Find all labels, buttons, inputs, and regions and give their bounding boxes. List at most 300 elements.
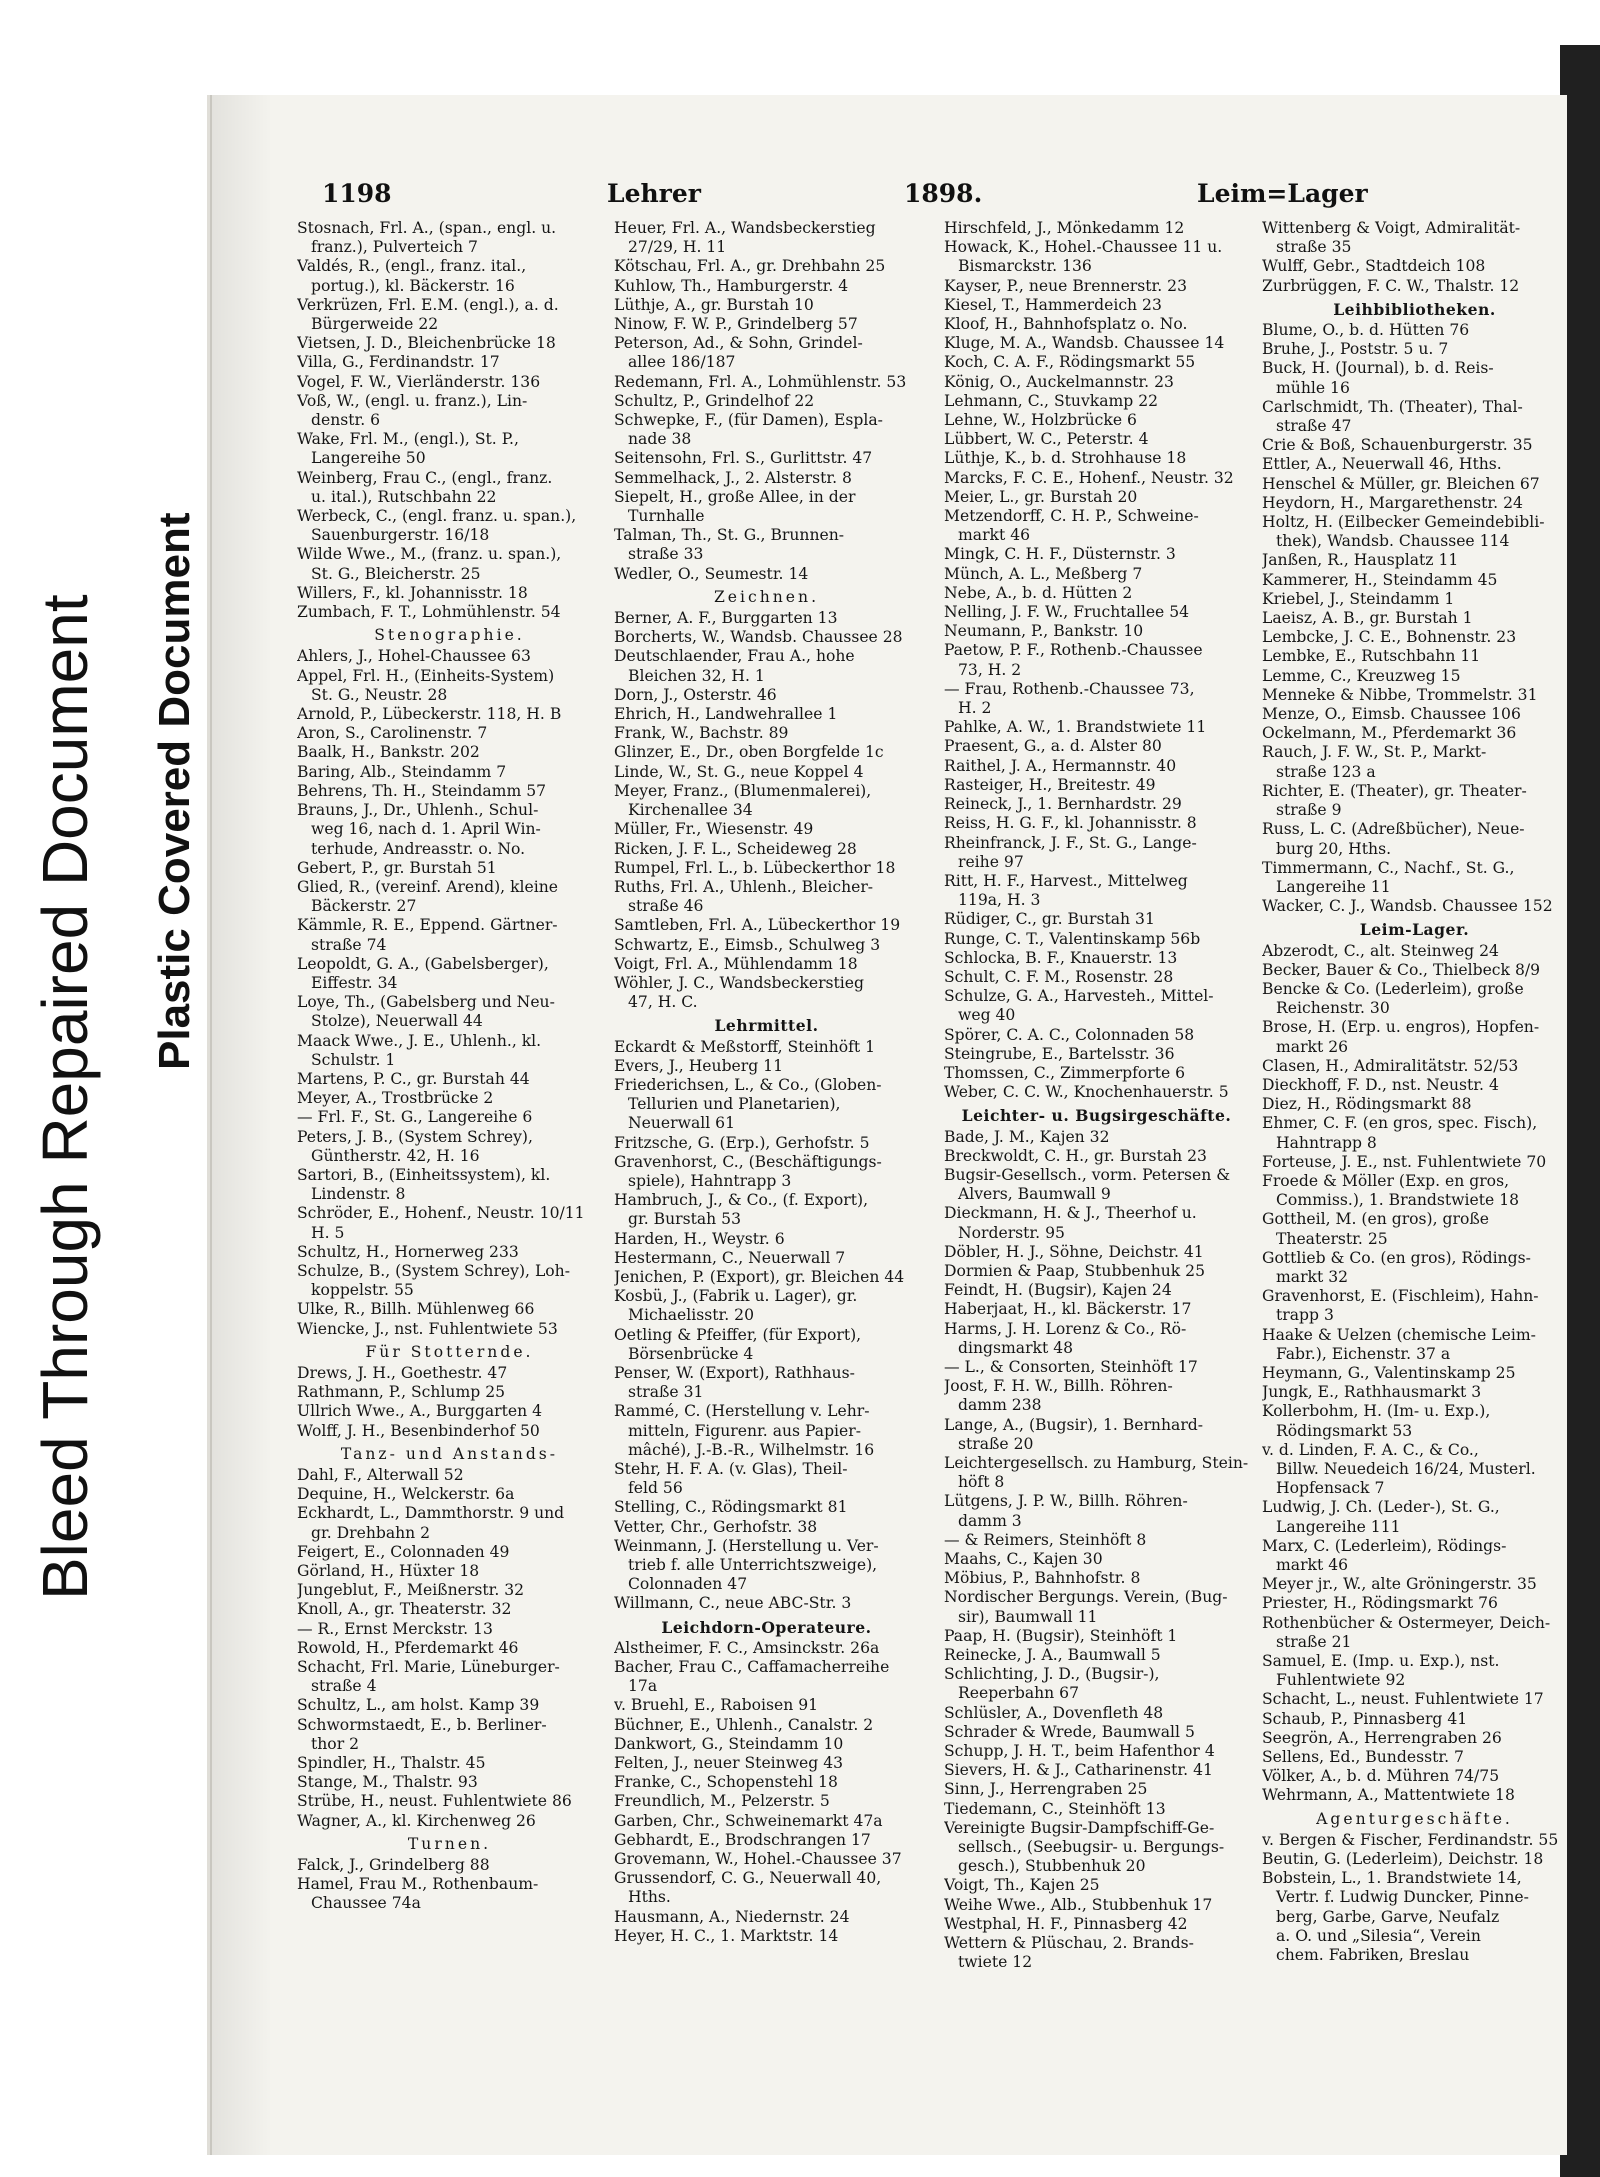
directory-entry: Paap, H. (Bugsir), Steinhöft 1 [944,1626,1178,1645]
directory-entry: Ninow, F. W. P., Grindelberg 57 [614,315,858,334]
directory-entry: Lange, A., (Bugsir), 1. Bernhard- [944,1415,1204,1434]
directory-entry: Feindt, H. (Bugsir), Kajen 24 [944,1281,1172,1300]
entry-continuation: gr. Drehbahn 2 [311,1523,431,1542]
entry-continuation: markt 46 [958,526,1031,545]
directory-entry: Wedler, O., Seumestr. 14 [614,564,809,583]
directory-entry: Voigt, Th., Kajen 25 [944,1876,1100,1895]
entry-continuation: straße 46 [628,897,704,916]
directory-entry: Ahlers, J., Hohel-Chaussee 63 [297,647,531,666]
directory-entry: Münch, A. L., Meßberg 7 [944,564,1143,583]
directory-entry: Garben, Chr., Schweinemarkt 47a [614,1811,883,1830]
entry-continuation: weg 16, nach d. 1. April Win- [311,820,541,839]
directory-entry: Grussendorf, C. G., Neuerwall 40, [614,1869,882,1888]
directory-entry: — Frau, Rothenb.-Chaussee 73, [944,679,1195,698]
entry-continuation: straße 20 [958,1434,1034,1453]
directory-entry: Spörer, C. A. C., Colonnaden 58 [944,1025,1195,1044]
directory-entry: Ricken, J. F. L., Scheideweg 28 [614,839,857,858]
directory-entry: Schwepke, F., (für Damen), Espla- [614,411,883,430]
directory-entry: Neumann, P., Bankstr. 10 [944,622,1144,641]
directory-entry: Kluge, M. A., Wandsb. Chaussee 14 [944,334,1225,353]
entry-continuation: Sauenburgerstr. 16/18 [311,526,490,545]
directory-entry: Lütgens, J. P. W., Billh. Röhren- [944,1492,1188,1511]
section-heading: Stenographie. [374,626,525,645]
directory-entry: Diez, H., Rödingsmarkt 88 [1262,1095,1472,1114]
entry-continuation: straße 9 [1276,801,1342,820]
directory-entry: Haake & Uelzen (chemische Leim- [1262,1325,1536,1344]
directory-entry: Deutschlaender, Frau A., hohe [614,647,855,666]
directory-entry: König, O., Auckelmannstr. 23 [944,372,1174,391]
directory-entry: Friederichsen, L., & Co., (Globen- [614,1075,882,1094]
directory-entry: Redemann, Frl. A., Lohmühlenstr. 53 [614,372,907,391]
directory-entry: Tiedemann, C., Steinhöft 13 [944,1799,1166,1818]
entry-continuation: Colonnaden 47 [628,1575,748,1594]
directory-entry: Leopoldt, G. A., (Gabelsberger), [297,954,549,973]
directory-entry: Eckhardt, L., Dammthorstr. 9 und [297,1504,565,1523]
directory-entry: Zumbach, F. T., Lohmühlenstr. 54 [297,603,561,622]
entry-continuation: berg, Garbe, Garve, Neufalz [1276,1907,1500,1926]
directory-entry: Sartori, B., (Einheitssystem), kl. [297,1165,551,1184]
directory-entry: Rasteiger, H., Breitestr. 49 [944,775,1156,794]
directory-entry: Borcherts, W., Wandsb. Chaussee 28 [614,628,903,647]
directory-entry: Hirschfeld, J., Mönkedamm 12 [944,219,1185,237]
directory-entry: Thomssen, C., Zimmerpforte 6 [944,1063,1186,1082]
entry-continuation: Turnhalle [628,507,705,526]
page-number: 1198 [322,179,392,208]
directory-entry: Seegrön, A., Herrengraben 26 [1262,1728,1502,1747]
directory-entry: Schrader & Wrede, Baumwall 5 [944,1722,1195,1741]
directory-entry: Gebert, P., gr. Burstah 51 [297,858,497,877]
entry-continuation: straße 74 [311,935,387,954]
directory-entry: Schulze, G. A., Harvesteh., Mittel- [944,987,1214,1006]
entry-continuation: Langereihe 50 [311,449,426,468]
entry-continuation: portug.), kl. Bäckerstr. 16 [311,276,515,295]
entry-continuation: Bismarckstr. 136 [958,257,1092,276]
directory-entry: Rheinfranck, J. F., St. G., Lange- [944,833,1197,852]
directory-entry: v. Bruehl, E., Raboisen 91 [614,1696,819,1715]
directory-entry: Brose, H. (Erp. u. engros), Hopfen- [1262,1018,1540,1037]
directory-entry: Loye, Th., (Gabelsberg und Neu- [297,993,555,1012]
directory-entry: Schlocka, B. F., Knauerstr. 13 [944,948,1178,967]
entry-continuation: Rödingsmarkt 53 [1276,1421,1413,1440]
directory-entry: Appel, Frl. H., (Einheits-System) [297,666,555,685]
entry-continuation: Hopfensack 7 [1276,1479,1385,1498]
directory-entry: Koch, C. A. F., Rödingsmarkt 55 [944,353,1196,372]
directory-entry: Freundlich, M., Pelzerstr. 5 [614,1792,830,1811]
entry-continuation: Börsenbrücke 4 [628,1344,754,1363]
directory-entry: Holtz, H. (Eilbecker Gemeindebibli- [1262,513,1545,532]
directory-entry: Zurbrüggen, F. C. W., Thalstr. 12 [1262,276,1520,295]
entry-continuation: Vertr. f. Ludwig Duncker, Pinne- [1276,1888,1529,1907]
entry-continuation: markt 26 [1276,1037,1349,1056]
directory-entry: Schulze, B., (System Schrey), Loh- [297,1261,570,1280]
entry-continuation: twiete 12 [958,1953,1033,1972]
directory-entry: Stehr, H. F. A. (v. Glas), Theil- [614,1460,848,1478]
entry-continuation: trieb f. alle Unterrichtszweige), [628,1556,878,1575]
directory-entry: Weinmann, J. (Herstellung u. Ver- [614,1536,879,1555]
directory-entry: Lüthje, K., b. d. Strohhause 18 [944,449,1187,468]
directory-entry: Bacher, Frau C., Caffamacherreihe [614,1658,890,1677]
directory-entry: Berner, A. F., Burggarten 13 [614,609,838,628]
directory-entry: Reiss, H. G. F., kl. Johannisstr. 8 [944,814,1197,833]
directory-entry: Kloof, H., Bahnhofsplatz o. No. [944,315,1188,334]
directory-entry: Valdés, R., (engl., franz. ital., [297,257,527,276]
section-heading: Leichdorn-Operateure. [661,1617,872,1637]
directory-entry: Raithel, J. A., Hermannstr. 40 [944,756,1177,775]
directory-entry: Strübe, H., neust. Fuhlentwiete 86 [297,1792,572,1811]
page-range-heading: Leim=Lager [1197,179,1368,208]
directory-entry: Gravenhorst, C., (Beschäftigungs- [614,1152,882,1171]
entry-continuation: straße 4 [311,1677,377,1696]
directory-entry: Heyer, H. C., 1. Marktstr. 14 [614,1926,839,1945]
directory-entry: Kammerer, H., Steindamm 45 [1262,570,1498,589]
directory-entry: Schacht, Frl. Marie, Lüneburger- [297,1658,560,1677]
directory-entry: Vereinigte Bugsir-Dampfschiff-Ge- [944,1818,1215,1837]
entry-continuation: thor 2 [311,1734,360,1753]
directory-entry: Runge, C. T., Valentinskamp 56b [944,929,1201,948]
section-heading: Für Stotternde. [365,1342,534,1361]
directory-entry: Becker, Bauer & Co., Thielbeck 8/9 [1262,960,1541,979]
directory-entry: Heymann, G., Valentinskamp 25 [1262,1363,1516,1382]
directory-entry: Glinzer, E., Dr., oben Borgfelde 1c [614,743,884,762]
directory-entry: Knoll, A., gr. Theaterstr. 32 [297,1600,512,1619]
directory-entry: Weber, C. C. W., Knochenhauerstr. 5 [944,1083,1229,1102]
directory-entry: Lüthje, A., gr. Burstah 10 [614,295,814,314]
entry-continuation: Reeperbahn 67 [958,1684,1080,1703]
entry-continuation: Schulstr. 1 [311,1050,396,1069]
entry-continuation: weg 40 [958,1006,1016,1025]
directory-entry: Jungeblut, F., Meißnerstr. 32 [297,1581,525,1600]
directory-entry: Joost, F. H. W., Billh. Röhren- [944,1377,1173,1396]
directory-entry: Paetow, P. F., Rothenb.-Chaussee [944,641,1203,660]
directory-entry: Schwormstaedt, E., b. Berliner- [297,1715,547,1734]
column-3 [944,219,1249,1972]
entry-continuation: H. 2 [958,699,992,718]
entry-continuation: allee 186/187 [628,353,736,372]
entry-continuation: sellsch., (Seebugsir- u. Bergungs- [958,1838,1225,1857]
directory-entry: Heydorn, H., Margarethenstr. 24 [1262,493,1523,512]
directory-entry: Jenichen, P. (Export), gr. Bleichen 44 [614,1267,905,1286]
directory-entry: Rowold, H., Pferdemarkt 46 [297,1638,519,1657]
entry-continuation: spiele), Hahntrapp 3 [628,1171,792,1190]
directory-entry: Gottheil, M. (en gros), große [1262,1210,1490,1229]
directory-entry: Wittenberg & Voigt, Admiralität- [1262,219,1521,237]
directory-entry: — R., Ernst Merckstr. 13 [297,1619,493,1638]
directory-entry: Haberjaat, H., kl. Bäckerstr. 17 [944,1300,1192,1319]
directory-entry: Lehne, W., Holzbrücke 6 [944,411,1137,430]
directory-entry: Ullrich Wwe., A., Burggarten 4 [297,1402,542,1421]
section-heading: Zeichnen. [713,587,820,606]
directory-entry: Siepelt, H., große Allee, in der [614,487,856,506]
directory-entry: Jungk, E., Rathhausmarkt 3 [1262,1383,1482,1402]
directory-entry: Praesent, G., a. d. Alster 80 [944,737,1162,756]
directory-entry: Dieckmann, H. & J., Theerhof u. [944,1204,1197,1223]
directory-entry: Bruhe, J., Poststr. 5 u. 7 [1262,340,1449,359]
entry-continuation: mitteln, Figurenr. aus Papier- [628,1421,861,1440]
directory-entry: Dieckhoff, F. D., nst. Neustr. 4 [1262,1075,1499,1094]
entry-continuation: Commiss.), 1. Brandstwiete 18 [1276,1191,1520,1210]
directory-entry: Felten, J., neuer Steinweg 43 [614,1754,844,1773]
stamp-line-bleed-through: Bleed Through Repaired Document [29,594,101,1600]
entry-continuation: St. G., Neustr. 28 [311,685,448,704]
page-header [212,179,1567,219]
entry-continuation: Billw. Neuedeich 16/24, Musterl. [1276,1460,1536,1478]
directory-entry: Kötschau, Frl. A., gr. Drehbahn 25 [614,257,886,276]
directory-entry: Bugsir-Gesellsch., vorm. Petersen & [944,1165,1231,1184]
directory-entry: Möbius, P., Bahnhofstr. 8 [944,1569,1141,1588]
directory-entry: Dorn, J., Osterstr. 46 [614,685,777,704]
directory-entry: Werbeck, C., (engl. franz. u. span.), [297,507,577,526]
directory-entry: Lembcke, J. C. E., Bohnenstr. 23 [1262,628,1517,647]
entry-continuation: damm 3 [958,1511,1022,1530]
directory-entry: Richter, E. (Theater), gr. Theater- [1262,781,1527,800]
directory-entry: Leichtergesellsch. zu Hamburg, Stein- [944,1454,1249,1472]
directory-entry: Fritzsche, G. (Erp.), Gerhofstr. 5 [614,1133,870,1152]
directory-entry: Glied, R., (vereinf. Arend), kleine [297,877,559,896]
directory-entry: Wilde Wwe., M., (franz. u. span.), [297,545,562,564]
directory-entry: Rothenbücher & Ostermeyer, Deich- [1262,1613,1551,1632]
entry-continuation: 17a [628,1677,658,1696]
column-1 [297,219,602,1914]
directory-entry: Willmann, C., neue ABC-Str. 3 [614,1594,852,1613]
entry-continuation: franz.), Pulverteich 7 [311,238,478,257]
directory-entry: Wulff, Gebr., Stadtdeich 108 [1262,257,1486,276]
entry-continuation: straße 35 [1276,238,1352,257]
directory-entry: Baring, Alb., Steindamm 7 [297,762,507,781]
directory-entry: Hambruch, J., & Co., (f. Export), [614,1191,869,1210]
directory-entry: Alstheimer, F. C., Amsinckstr. 26a [614,1638,880,1657]
section-heading: Turnen. [407,1834,492,1853]
directory-entry: Meyer, Franz., (Blumenmalerei), [614,781,872,800]
entry-continuation: straße 33 [628,545,704,564]
directory-entry: Howack, K., Hohel.-Chaussee 11 u. [944,238,1223,257]
directory-entry: Lembke, E., Rutschbahn 11 [1262,647,1481,666]
directory-entry: Nelling, J. F. W., Fruchtallee 54 [944,603,1190,622]
directory-entry: Verkrüzen, Frl. E.M. (engl.), a. d. [297,295,559,314]
directory-entry: Marx, C. (Lederleim), Rödings- [1262,1536,1507,1555]
directory-entry: Büchner, E., Uhlenh., Canalstr. 2 [614,1715,874,1734]
directory-entry: Wiencke, J., nst. Fuhlentwiete 53 [297,1319,558,1338]
directory-entry: Beutin, G. (Lederleim), Deichstr. 18 [1262,1850,1544,1869]
directory-entry: Lübbert, W. C., Peterstr. 4 [944,430,1149,449]
directory-entry: Bade, J. M., Kajen 32 [944,1127,1110,1146]
entry-continuation: gesch.), Stubbenhuk 20 [958,1857,1146,1876]
directory-entry: Kiesel, T., Hammerdeich 23 [944,295,1162,314]
directory-entry: Schlüsler, A., Dovenfleth 48 [944,1703,1164,1722]
directory-entry: Aron, S., Carolinenstr. 7 [297,724,488,743]
directory-entry: Voß, W., (engl. u. franz.), Lin- [297,391,528,410]
entry-continuation: mühle 16 [1276,378,1350,397]
entry-continuation: H. 5 [311,1223,345,1242]
directory-entry: Kosbü, J., (Fabrik u. Lager), gr. [614,1287,858,1306]
column-2 [614,219,919,1946]
directory-entry: Hausmann, A., Niedernstr. 24 [614,1907,850,1926]
directory-entry: Marcks, F. C. E., Hohenf., Neustr. 32 [944,468,1234,487]
entry-continuation: mâché), J.-B.-R., Wilhelmstr. 16 [628,1440,875,1459]
directory-entry: Falck, J., Grindelberg 88 [297,1856,490,1875]
directory-entry: Willers, F., kl. Johannisstr. 18 [297,583,528,602]
directory-entry: Ludwig, J. Ch. (Leder-), St. G., [1262,1498,1500,1517]
directory-entry: Bencke & Co. (Lederleim), große [1262,979,1524,998]
directory-entry: Maahs, C., Kajen 30 [944,1550,1103,1569]
directory-entry: Nebe, A., b. d. Hütten 2 [944,583,1133,602]
directory-entry: Timmermann, C., Nachf., St. G., [1262,858,1515,877]
directory-entry: — & Reimers, Steinhöft 8 [944,1530,1147,1549]
entry-continuation: trapp 3 [1276,1306,1334,1325]
directory-entry: Pahlke, A. W., 1. Brandstwiete 11 [944,718,1207,737]
directory-entry: Ruths, Frl. A., Uhlenh., Bleicher- [614,877,874,896]
directory-entry: Westphal, H. F., Pinnasberg 42 [944,1914,1188,1933]
entry-continuation: straße 47 [1276,417,1352,436]
entry-continuation: feld 56 [628,1479,683,1498]
directory-entry: Rauch, J. F. W., St. P., Markt- [1262,743,1487,762]
directory-entry: Kämmle, R. E., Eppend. Gärtner- [297,916,558,935]
directory-entry: Kollerbohm, H. (Im- u. Exp.), [1262,1402,1491,1421]
directory-entry: Heuer, Frl. A., Wandsbeckerstieg [614,219,876,237]
entry-continuation: straße 21 [1276,1632,1352,1651]
directory-entry: Kayser, P., neue Brennerstr. 23 [944,276,1188,295]
directory-entry: Rathmann, P., Schlump 25 [297,1383,506,1402]
section-heading: Leichter- u. Bugsirgeschäfte. [961,1106,1232,1126]
directory-entry: Harms, J. H. Lorenz & Co., Rö- [944,1319,1187,1338]
directory-entry: Behrens, Th. H., Steindamm 57 [297,781,547,800]
directory-entry: Weihe Wwe., Alb., Stubbenhuk 17 [944,1895,1213,1914]
directory-entry: Wöhler, J. C., Wandsbeckerstieg [614,973,865,992]
entry-continuation: 47, H. C. [628,993,698,1012]
directory-entry: Wolff, J. H., Besenbinderhof 50 [297,1421,540,1440]
directory-entry: Stosnach, Frl. A., (span., engl. u. [297,219,557,237]
directory-entry: Rammé, C. (Herstellung v. Lehr- [614,1402,870,1421]
scan-stamp [0,0,200,2177]
directory-entry: Ettler, A., Neuerwall 46, Hths. [1262,455,1502,474]
directory-entry: Wagner, A., kl. Kirchenweg 26 [297,1811,536,1830]
entry-continuation: Stolze), Neuerwall 44 [311,1012,483,1031]
directory-entry: Kriebel, J., Steindamm 1 [1262,589,1455,608]
directory-entry: Talman, Th., St. G., Brunnen- [614,526,845,545]
entry-continuation: Bleichen 32, H. 1 [628,666,765,685]
entry-continuation: 27/29, H. 11 [628,238,727,257]
directory-entry: Janßen, R., Hausplatz 11 [1262,551,1459,570]
entry-continuation: terhude, Andreasstr. o. No. [311,839,526,858]
entry-continuation: a. O. und „Silesia“, Verein [1276,1926,1481,1945]
directory-entry: Dequine, H., Welckerstr. 6a [297,1485,515,1504]
entry-continuation: Reichenstr. 30 [1276,999,1390,1018]
directory-entry: Schacht, L., neust. Fuhlentwiete 17 [1262,1690,1544,1709]
directory-entry: Feigert, E., Colonnaden 49 [297,1542,510,1561]
directory-entry: Hamel, Frau M., Rothenbaum- [297,1875,539,1894]
entry-continuation: denstr. 6 [311,411,381,430]
directory-entry: Laeisz, A. B., gr. Burstah 1 [1262,609,1473,628]
entry-continuation: Kirchenallee 34 [628,801,753,820]
entry-continuation: straße 31 [628,1383,704,1402]
directory-entry: Sellens, Ed., Bundesstr. 7 [1262,1748,1464,1767]
entry-continuation: Chaussee 74a [311,1894,421,1913]
directory-entry: Vetter, Chr., Gerhofstr. 38 [614,1517,818,1536]
directory-entry: Samtleben, Frl. A., Lübeckerthor 19 [614,916,901,935]
directory-entry: Evers, J., Heuberg 11 [614,1056,784,1075]
directory-entry: Gravenhorst, E. (Fischleim), Hahn- [1262,1287,1539,1306]
directory-entry: Rumpel, Frl. L., b. Lübeckerthor 18 [614,858,896,877]
entry-continuation: damm 238 [958,1396,1042,1415]
entry-continuation: Langereihe 111 [1276,1517,1401,1536]
entry-continuation: gr. Burstah 53 [628,1210,742,1229]
page-gutter-shadow [212,95,272,2155]
directory-entry: Buck, H. (Journal), b. d. Reis- [1262,359,1494,378]
directory-entry: Wettern & Plüschau, 2. Brands- [944,1934,1194,1953]
directory-entry: Priester, H., Rödingsmarkt 76 [1262,1594,1498,1613]
directory-entry: Henschel & Müller, gr. Bleichen 67 [1262,474,1540,493]
directory-entry: Nordischer Bergungs. Verein, (Bug- [944,1588,1228,1607]
directory-entry: Brauns, J., Dr., Uhlenh., Schul- [297,801,539,820]
entry-continuation: höft 8 [958,1473,1005,1492]
directory-entry: Gebhardt, E., Brodschrangen 17 [614,1830,871,1849]
entry-continuation: St. G., Bleicherstr. 25 [311,564,481,583]
directory-entry: Frank, W., Bachstr. 89 [614,724,789,743]
entry-continuation: reihe 97 [958,852,1024,871]
directory-entry: Lemme, C., Kreuzweg 15 [1262,666,1461,685]
entry-continuation: Eiffestr. 34 [311,973,398,992]
directory-entry: Gottlieb & Co. (en gros), Rödings- [1262,1248,1531,1267]
directory-entry: Schwartz, E., Eimsb., Schulweg 3 [614,935,881,954]
directory-entry: Drews, J. H., Goethestr. 47 [297,1363,508,1382]
directory-entry: Schult, C. F. M., Rosenstr. 28 [944,967,1174,986]
directory-entry: Mingk, C. H. F., Düsternstr. 3 [944,545,1176,564]
directory-entry: Baalk, H., Bankstr. 202 [297,743,480,762]
entry-continuation: Neuerwall 61 [628,1114,736,1133]
section-heading: Leim-Lager. [1359,920,1470,940]
entry-continuation: Bürgerweide 22 [311,315,439,334]
directory-entry: Semmelhack, J., 2. Alsterstr. 8 [614,468,852,487]
directory-entry: Dankwort, G., Steindamm 10 [614,1734,844,1753]
entry-continuation: Tellurien und Planetarien), [628,1095,841,1114]
entry-continuation: Hths. [628,1888,671,1907]
directory-entry: Dormien & Paap, Stubbenhuk 25 [944,1261,1206,1280]
directory-entry: Lehmann, C., Stuvkamp 22 [944,391,1159,410]
directory-entry: Harden, H., Weystr. 6 [614,1229,785,1248]
directory-entry: Völker, A., b. d. Mühren 74/75 [1262,1767,1500,1786]
directory-entry: Breckwoldt, C. H., gr. Burstah 23 [944,1146,1207,1165]
directory-entry: Hestermann, C., Neuerwall 7 [614,1248,846,1267]
section-heading: Leihbibliotheken. [1333,299,1496,319]
directory-entry: Ulke, R., Billh. Mühlenweg 66 [297,1300,535,1319]
entry-continuation: 119a, H. 3 [958,891,1041,910]
directory-entry: Schaub, P., Pinnasberg 41 [1262,1709,1468,1728]
stamp-line-plastic-covered: Plastic Covered Document [150,512,199,1070]
directory-entry: Forteuse, J. E., nst. Fuhlentwiete 70 [1262,1152,1547,1171]
entry-continuation: Langereihe 11 [1276,877,1391,896]
entry-continuation: Theaterstr. 25 [1276,1229,1388,1248]
directory-entry: Meyer, A., Trostbrücke 2 [297,1089,494,1108]
directory-entry: Menze, O., Eimsb. Chaussee 106 [1262,705,1521,724]
directory-entry: Voigt, Frl. A., Mühlendamm 18 [614,954,858,973]
entry-continuation: Alvers, Baumwall 9 [958,1185,1111,1204]
directory-entry: Ockelmann, M., Pferdemarkt 36 [1262,724,1517,743]
directory-entry: Schultz, H., Hornerweg 233 [297,1242,519,1261]
directory-entry: Penser, W. (Export), Rathhaus- [614,1363,855,1382]
directory-entry: Schultz, L., am holst. Kamp 39 [297,1696,540,1715]
directory-entry: Vogel, F. W., Vierländerstr. 136 [297,372,541,391]
directory-entry: Weinberg, Frau C., (engl., franz. [297,468,553,487]
entry-continuation: sir), Baumwall 11 [958,1607,1098,1626]
directory-entry: — L., & Consorten, Steinhöft 17 [944,1357,1198,1376]
directory-entry: v. Bergen & Fischer, Ferdinandstr. 55 [1262,1830,1559,1849]
directory-entry: Ehmer, C. F. (en gros, spec. Fisch), [1262,1114,1538,1133]
directory-entry: Schultz, P., Grindelhof 22 [614,391,815,410]
directory-entry: Eckardt & Meßstorff, Steinhöft 1 [614,1037,876,1056]
entry-continuation: koppelstr. 55 [311,1281,414,1300]
entry-continuation: u. ital.), Rutschbahn 22 [311,487,497,506]
directory-entry: Peters, J. B., (System Schrey), [297,1127,533,1146]
entry-continuation: Fabr.), Eichenstr. 37 a [1276,1344,1451,1363]
